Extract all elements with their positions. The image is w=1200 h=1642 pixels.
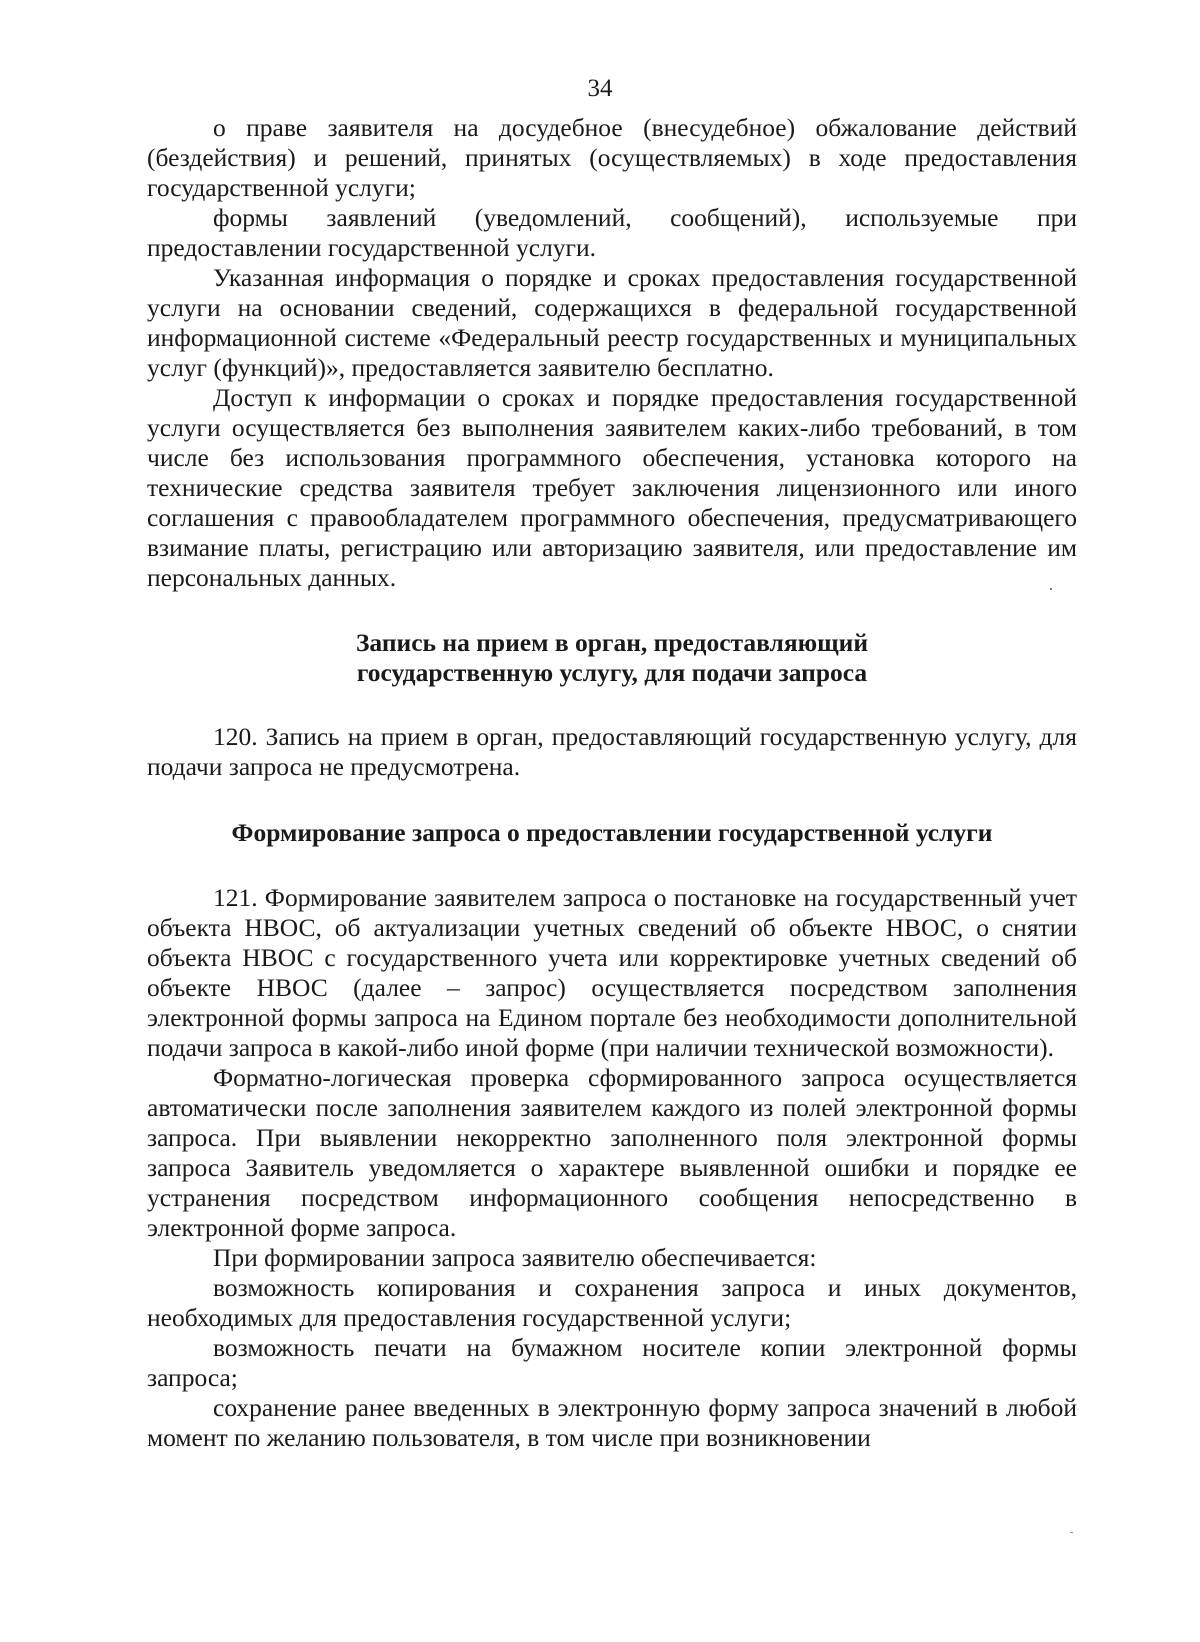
page-number: 34 <box>587 75 613 102</box>
paragraph-access-info: Доступ к информации о сроках и порядке предоставления государственной услуги осуществляется без выполнения заявителем каких-либо требований, в том числе без использования программного обеспечения, установка которого на технические средства заявителя требует заключения лицензионного или иного соглашения с правообладателем программного обеспечения, предусматривающего взимание платы, регистрацию или авторизацию заявителя, или предоставление им персональных данных. <box>147 383 1077 592</box>
scan-speck <box>1070 1532 1073 1533</box>
paragraph-format-check: Форматно-логическая проверка сформированного запроса осуществляется автоматически после заполнения заявителем каждого из полей электронной формы запроса. При выявлении некорректно заполненного поля электронной формы запроса Заявитель уведомляется о характере выявленной ошибки и порядке ее устранения посредством информационного сообщения непосредственно в электронной форме запроса. <box>147 1063 1077 1242</box>
document-body <box>147 113 1077 1453</box>
paragraph-120: 120. Запись на прием в орган, предоставляющий государственную услугу, для подачи запроса не предусмотрена. <box>147 722 1077 781</box>
scan-speck <box>1050 588 1052 590</box>
paragraph-info-free: Указанная информация о порядке и сроках предоставления государственной услуги на основании сведений, содержащихся в федеральной государственной информационной системе «Федеральный реестр государственных и муниципальных услуг (функций)», предоставляется заявителю бесплатно. <box>147 263 1077 382</box>
section-heading-request-formation: Формирование запроса о предоставлении государственной услуги <box>231 818 993 847</box>
paragraph-copy-save: возможность копирования и сохранения запроса и иных документов, необходимых для предоставления государственной услуги; <box>147 1273 1077 1332</box>
paragraph-print: возможность печати на бумажном носителе копии электронной формы запроса; <box>147 1333 1077 1392</box>
paragraph-save-values: сохранение ранее введенных в электронную форму запроса значений в любой момент по желанию пользователя, в том числе при возникновении <box>147 1393 1077 1452</box>
paragraph-appeal-right: о праве заявителя на досудебное (внесудебное) обжалование действий (бездействия) и решений, принятых (осуществляемых) в ходе предоставления государственной услуги; <box>147 113 1077 202</box>
paragraph-provided-list-intro: При формировании запроса заявителю обеспечивается: <box>213 1243 817 1272</box>
section-heading-appointment-line-2: государственную услугу, для подачи запроса <box>356 658 868 687</box>
section-heading-appointment-line-1: Запись на прием в орган, предоставляющий <box>355 628 869 657</box>
section-heading-appointment <box>147 628 1077 688</box>
paragraph-121: 121. Формирование заявителем запроса о постановке на государственный учет объекта НВОС, об актуализации учетных сведений об объекте НВОС, о снятии объекта НВОС с государственного учета или корректировке учетных сведений об объекте НВОС (далее – запрос) осуществляется посредством заполнения электронной формы запроса на Едином портале без необходимости дополнительной подачи запроса в какой-либо иной форме (при наличии технической возможности). <box>147 883 1077 1062</box>
paragraph-forms: формы заявлений (уведомлений, сообщений), используемые при предоставлении государственной услуги. <box>147 203 1077 262</box>
